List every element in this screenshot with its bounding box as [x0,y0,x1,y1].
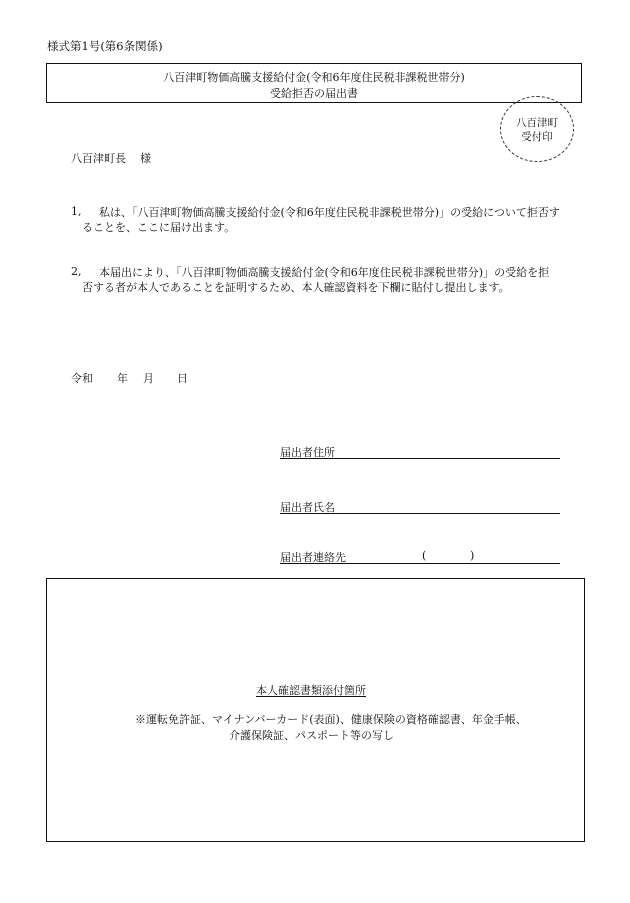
stamp-label-reception: 受付印 [521,131,553,143]
contact-paren-close: ) [470,549,475,562]
attachment-heading: 本人確認書類添付箇所 [256,684,366,697]
form-number: 様式第1号(第6条関係) [47,39,163,53]
paragraph-2-text: 本届出により、「八百津町物価高騰支援給付金(令和6年度住民税非課税世帯分)」の受給を拒否する者が本人であることを証明するため、本人確認資料を下欄に貼付し提出します。 [82,266,550,294]
addressee-honorific: 様 [140,152,151,165]
date-era: 令和 [71,372,93,385]
paragraph-1-text: 私は、「八百津町物価高騰支援給付金(令和6年度住民税非課税世帯分)」の受給について拒否することを、ここに届け出ます。 [82,206,560,234]
attachment-note-line-2: 介護保険証、パスポート等の写し [229,729,394,742]
paragraph-1-number: 1, [71,205,82,218]
stamp-label-town: 八百津町 [516,117,558,129]
document-title: 八百津町物価高騰支援給付金(令和6年度住民税非課税世帯分) [163,71,465,84]
address-label: 届出者住所 [280,446,335,459]
reception-stamp-area [500,96,574,162]
addressee-name: 八百津町長 [71,152,126,165]
paragraph-2-number: 2, [71,265,82,278]
document-subtitle: 受給拒否の届出書 [270,87,358,100]
title-box [46,63,582,103]
addressee [71,150,151,166]
contact-label: 届出者連絡先 [280,551,346,564]
date-row [71,370,188,386]
address-field[interactable] [280,444,560,459]
name-label: 届出者氏名 [280,501,335,514]
date-month-label[interactable]: 月 [143,372,154,385]
contact-field[interactable] [280,549,560,564]
contact-paren-open: ( [422,549,427,562]
name-field[interactable] [280,499,560,514]
date-year-label[interactable]: 年 [117,372,128,385]
id-document-attachment-area[interactable] [46,578,585,842]
date-day-label[interactable]: 日 [177,372,188,385]
attachment-note-line-1: ※運転免許証、マイナンバーカード(表面)、健康保険の資格確認書、年金手帳、 [135,713,527,726]
